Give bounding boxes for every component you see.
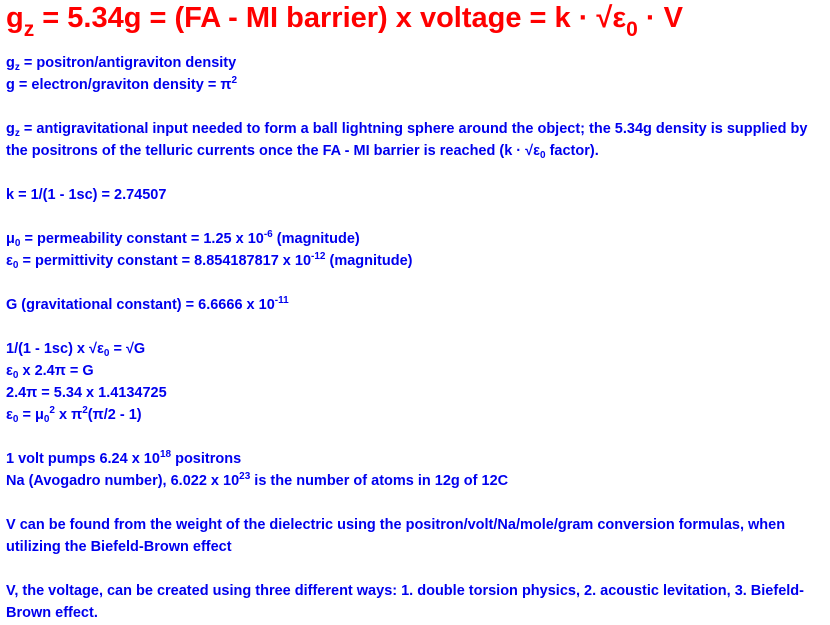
document bbox=[6, 0, 826, 624]
paragraph-gz-explanation bbox=[6, 118, 826, 162]
gravitational-constant-exponent: -11 bbox=[274, 295, 289, 306]
paragraph-voltage-weight: V can be found from the weight of the dielectric using the positron/volt/Na/mole/gram conversion formulas, when utilizing the Biefeld-Brown effect bbox=[6, 517, 786, 555]
permittivity-text: = permittivity constant = 8.854187817 x 10 bbox=[18, 253, 312, 269]
para1-g-subscript: z bbox=[14, 128, 20, 139]
title-g-subscript: z bbox=[23, 18, 35, 41]
relation-4-mu-subscript: 0 bbox=[43, 414, 50, 425]
relation-4-pi-exponent: 2 bbox=[82, 405, 88, 416]
gravitational-constant-line bbox=[6, 294, 826, 316]
para1-text: = antigravitational input needed to form a ball lightning sphere around the object; the 5.34g density is supplied by the positrons of the telluric currents once the FA - MI barrier is reached (k · √ε bbox=[6, 121, 808, 159]
permittivity-tail: (magnitude) bbox=[325, 253, 413, 269]
relation-4 bbox=[6, 404, 826, 426]
permittivity-line bbox=[6, 250, 826, 272]
k-constant-line: k = 1/(1 - 1sc) = 2.74507 bbox=[6, 187, 167, 203]
para1-epsilon-subscript: 0 bbox=[540, 150, 546, 161]
permeability-exponent: -6 bbox=[263, 229, 273, 240]
avogadro-exponent: 23 bbox=[239, 471, 251, 482]
avogadro-line bbox=[6, 470, 826, 492]
avogadro-tail: is the number of atoms in 12g of 12C bbox=[250, 473, 509, 489]
avogadro-text: Na (Avogadro number), 6.022 x 10 bbox=[6, 473, 240, 489]
permeability-tail: (magnitude) bbox=[272, 231, 360, 247]
para1-g: g bbox=[6, 121, 15, 137]
volt-text: 1 volt pumps 6.24 x 10 bbox=[6, 451, 160, 467]
mu-subscript: 0 bbox=[14, 238, 21, 249]
relation-2-right: x 2.4π = G bbox=[18, 363, 94, 379]
epsilon-subscript: 0 bbox=[12, 260, 19, 271]
volt-exponent: 18 bbox=[159, 449, 172, 460]
volt-line bbox=[6, 448, 826, 470]
gz-subscript: z bbox=[14, 62, 20, 73]
title-g: g bbox=[6, 2, 24, 34]
definition-g bbox=[6, 74, 826, 96]
volt-tail: positrons bbox=[171, 451, 242, 467]
relation-4-pi: x π bbox=[54, 407, 83, 423]
relation-4-epsilon: ε bbox=[6, 407, 13, 423]
permeability-line bbox=[6, 228, 826, 250]
relation-1-subscript: 0 bbox=[103, 348, 110, 359]
mu-symbol: μ bbox=[6, 231, 15, 247]
paragraph-voltage-methods: V, the voltage, can be created using three different ways: 1. double torsion physics, 2. acoustic levitation, 3. Biefeld-Brown effect. bbox=[6, 583, 804, 621]
gravitational-constant-text: G (gravitational constant) = 6.6666 x 10 bbox=[6, 297, 275, 313]
g-definition-text: g = electron/graviton density = π bbox=[6, 77, 232, 93]
relation-3: 2.4π = 5.34 x 1.4134725 bbox=[6, 385, 167, 401]
relation-1-right: = √G bbox=[109, 341, 146, 357]
title-epsilon-subscript: 0 bbox=[626, 18, 638, 41]
relation-2-subscript: 0 bbox=[12, 370, 19, 381]
gz-definition-text: = positron/antigraviton density bbox=[19, 55, 237, 71]
page-title bbox=[6, 0, 826, 41]
title-equation: = 5.34g = (FA - MI barrier) x voltage = k · √ε bbox=[34, 2, 627, 34]
epsilon-symbol: ε bbox=[6, 253, 13, 269]
relation-1-left: 1/(1 - 1sc) x √ε bbox=[6, 341, 104, 357]
permittivity-exponent: -12 bbox=[311, 251, 326, 262]
relation-4-mu-exponent: 2 bbox=[49, 405, 55, 416]
para1-text-end: factor). bbox=[545, 143, 599, 159]
relation-4-mu: = μ bbox=[18, 407, 44, 423]
relation-4-subscript: 0 bbox=[12, 414, 19, 425]
definition-gz bbox=[6, 52, 826, 74]
relation-2-left: ε bbox=[6, 363, 13, 379]
relation-4-tail: (π/2 - 1) bbox=[87, 407, 142, 423]
relation-1 bbox=[6, 338, 826, 360]
relation-2 bbox=[6, 360, 826, 382]
g-definition-exponent: 2 bbox=[231, 75, 237, 86]
gz-symbol: g bbox=[6, 55, 15, 71]
title-equation-end: · V bbox=[637, 2, 683, 34]
permeability-text: = permeability constant = 1.25 x 10 bbox=[20, 231, 264, 247]
